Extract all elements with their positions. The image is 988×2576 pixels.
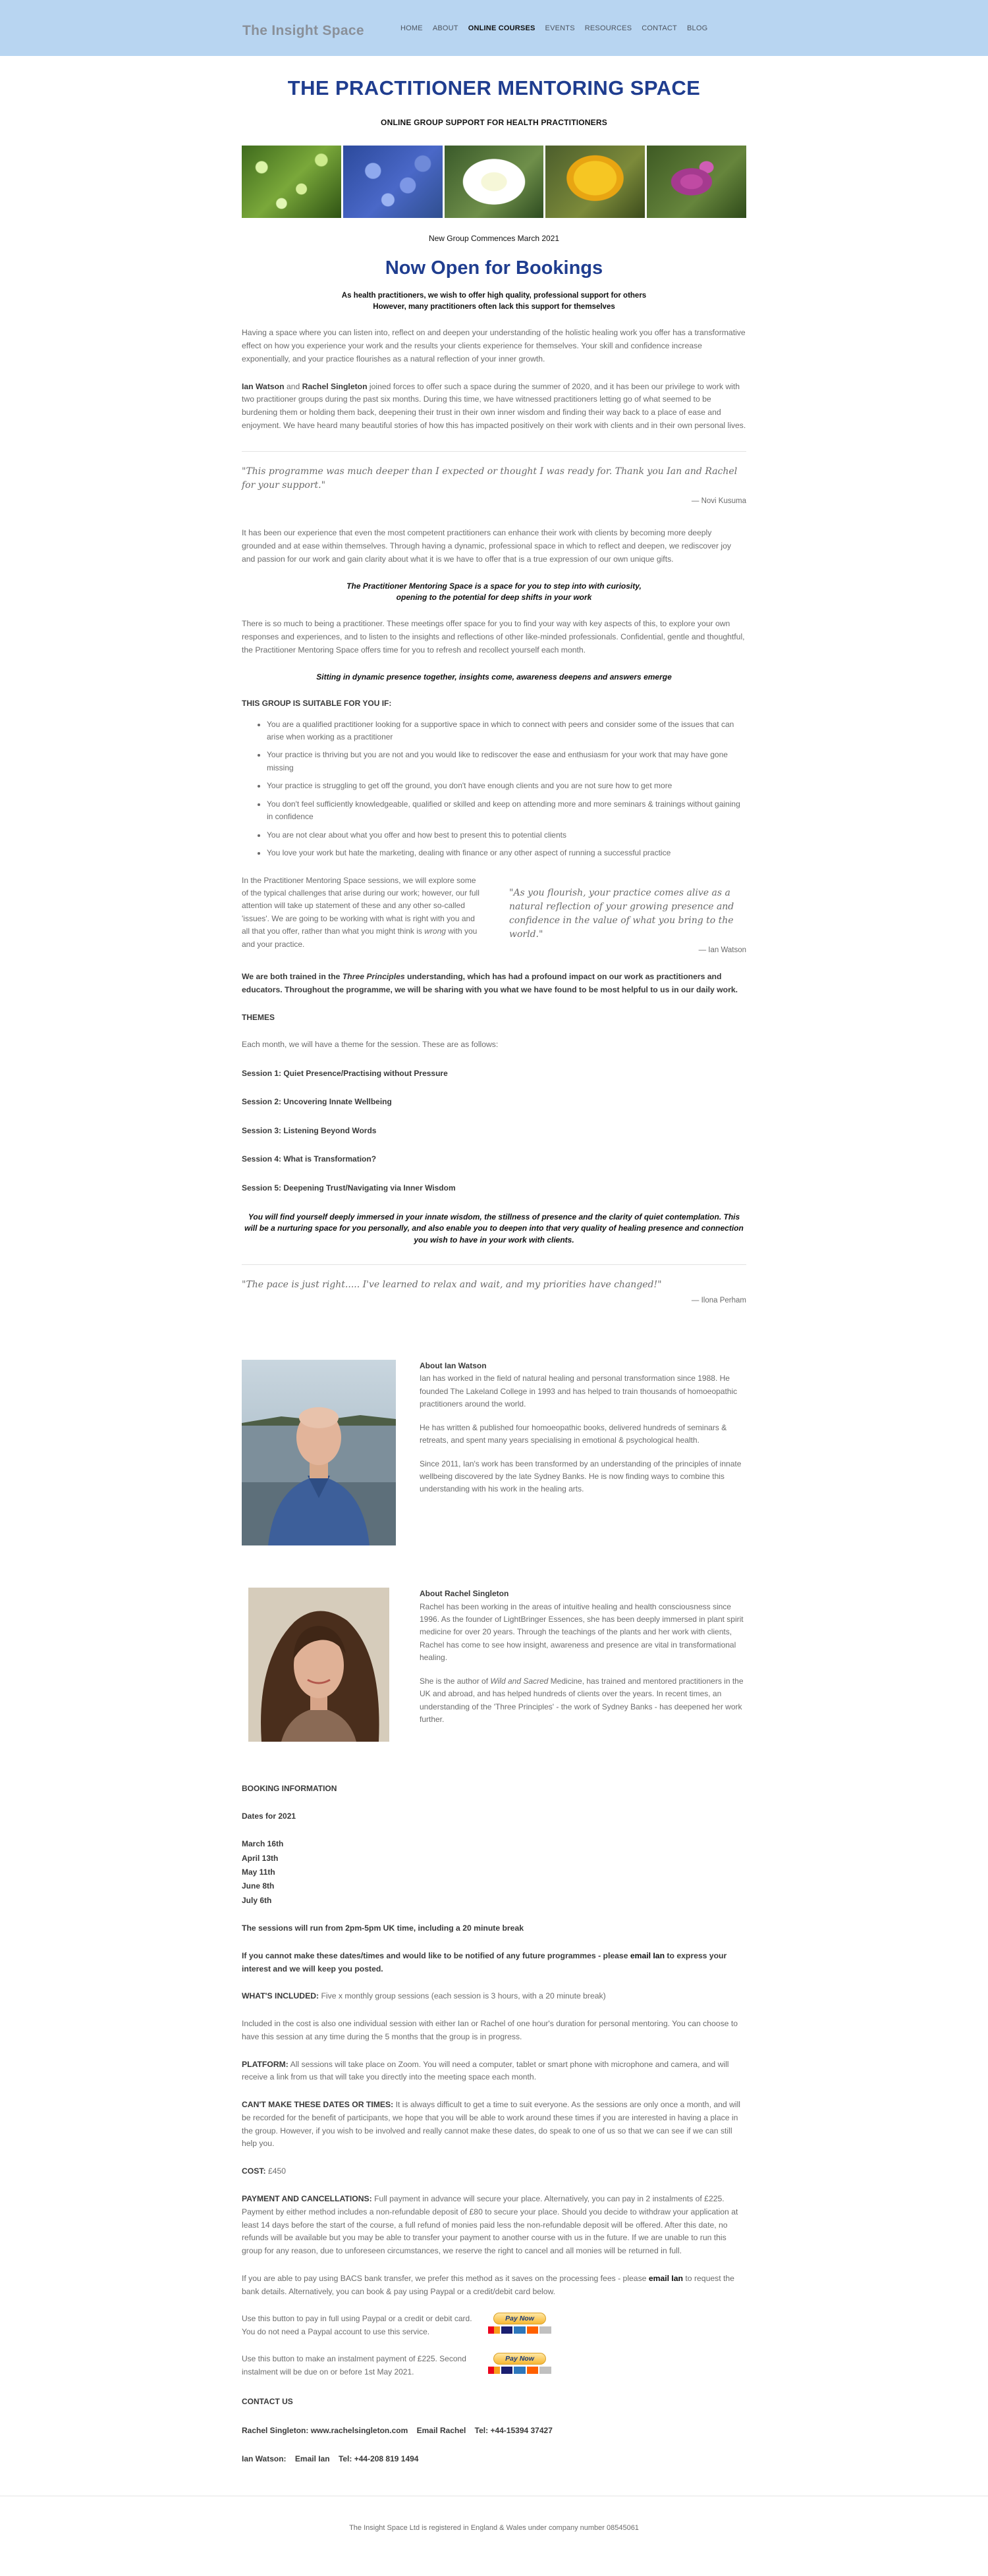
- main-content: [242, 72, 746, 2465]
- footer-text: The Insight Space Ltd is registered in England & Wales under company number 08545061: [349, 2524, 639, 2533]
- ian-label: Ian Watson:: [242, 2454, 287, 2463]
- card-logos-icon: [488, 2367, 551, 2374]
- contact-heading: CONTACT US: [242, 2397, 293, 2407]
- rachel-portrait: [242, 1588, 396, 1746]
- rachel-bio-p2: [420, 1675, 746, 1727]
- explore-text-a: In the Practitioner Mentoring Space sessions, we will explore some of the typical challenges that arise during our work; however, our full attention will take up statement of these and any other so-called 'issues'. We are going to be working with what is right with you and all that you offer, rather than what you might think is: [242, 875, 480, 936]
- testimonial-author: — Novi Kusuma: [691, 496, 746, 505]
- list-item: • You are a qualified practitioner looking for a supportive space in which to connect with peers and consider some of the issues that can arise when working as a practitioner: [267, 718, 746, 744]
- platform-text: All sessions will take place on Zoom. You will need a computer, tablet or smart phone with microphone and camera, and will receive a link from us that will take you directly into the meeting space each month.: [242, 2059, 729, 2082]
- pay-instalment-row: [242, 2353, 746, 2378]
- trained-text-b: understanding, which has had a profound impact on our work as practitioners and educators. Throughout the programme, we will be sharing with you what we have found to be most helpful to us in our daily work.: [242, 972, 738, 994]
- pay-instalment-text: Use this button to make an instalment payment of £225. Second instalment will be due on or before 1st May 2021.: [242, 2354, 466, 2376]
- rachel-bio-p2-a: She is the author of: [420, 1676, 491, 1686]
- testimonial-quote: "The pace is just right..... I've learned to relax and wait, and my priorities have changed!": [242, 1279, 662, 1291]
- list-item: • You are not clear about what you offer and how best to present this to potential clients: [267, 829, 746, 842]
- contact-ian: [242, 2453, 746, 2465]
- rachel-label: Rachel Singleton:: [242, 2425, 309, 2435]
- ian-photo-icon: [242, 1360, 396, 1545]
- date-item: March 16th: [242, 1839, 284, 1849]
- payment-paragraph: [242, 2193, 746, 2258]
- themes-intro: Each month, we will have a theme for the session. These are as follows:: [242, 1040, 499, 1050]
- payment-text: Full payment in advance will secure your place. Alternatively, you can pay in 2 instalments of £225. Payment by either method includes a non-refundable deposit of £80 to secure your place. Should you decide to withdraw your application at least 14 days before the start of the course, a full refund of monies paid less the non-refundable deposit will be offered. After this date, no refunds will be available but you may be able to transfer your payment to another course with us in the future. If we are unable to run this group for any reason, due to unforeseen circumstances, we reserve the right to cancel and all monies will be returned in full.: [242, 2194, 738, 2256]
- card-logos-icon: [488, 2326, 551, 2334]
- cost-value: £450: [265, 2166, 287, 2176]
- name-ian: Ian Watson: [242, 381, 285, 391]
- included-paragraph: [242, 1990, 746, 2003]
- explore-text-b: with you and your practice.: [242, 926, 478, 949]
- session-item: Session 2: Uncovering Innate Wellbeing: [242, 1097, 392, 1107]
- callout-line-1: The Practitioner Mentoring Space is a space for you to step into with curiosity,: [346, 581, 642, 591]
- email-ian-link[interactable]: email Ian: [630, 1950, 665, 1960]
- ian-phone: Tel: +44-208 819 1494: [338, 2454, 419, 2463]
- session-item: Session 5: Deepening Trust/Navigating via Inner Wisdom: [242, 1183, 456, 1193]
- session-item: Session 4: What is Transformation?: [242, 1154, 377, 1164]
- nav-resources[interactable]: RESOURCES: [584, 24, 632, 32]
- rachel-bio-heading: About Rachel Singleton: [420, 1589, 509, 1599]
- testimonial-author: — Ian Watson: [698, 946, 746, 954]
- platform-paragraph: [242, 2058, 746, 2085]
- nav-contact[interactable]: CONTACT: [642, 24, 677, 32]
- email-rachel-link[interactable]: Email Rachel: [416, 2425, 466, 2435]
- date-item: July 6th: [242, 1895, 272, 1905]
- list-item: • You don't feel sufficiently knowledgeable, qualified or skilled and keep on attending more and more seminars & trainings without gaining in confidence: [267, 798, 746, 824]
- bacs-text-b: to request the bank details. Alternatively, you can book & pay using Paypal or a credit/debit card below.: [242, 2273, 734, 2296]
- lead-text: [242, 290, 746, 312]
- dates-list: [242, 1837, 746, 1908]
- site-header: [0, 0, 988, 56]
- list-item: • Your practice is thriving but you are not and you would like to rediscover the ease and enthusiasm for your work that may have gone missing: [267, 749, 746, 774]
- pay-full-text: Use this button to pay in full using Paypal or a credit or debit card. You do not need a Paypal account to use this service.: [242, 2314, 472, 2336]
- lead-line-1: As health practitioners, we wish to offer high quality, professional support for others: [341, 292, 647, 300]
- included-text: Five x monthly group sessions (each session is 3 hours, with a 20 minute break): [319, 1991, 606, 2001]
- rachel-website-link[interactable]: www.rachelsingleton.com: [310, 2425, 408, 2435]
- bio-ian: [242, 1360, 746, 1549]
- site-title[interactable]: The Insight Space: [242, 23, 364, 38]
- notify-text-b: to express your interest and we will keep you posted.: [242, 1950, 727, 1973]
- email-ian-contact-link[interactable]: Email Ian: [294, 2454, 330, 2463]
- flower-image-yellow: [545, 146, 645, 218]
- cant-make-text: It is always difficult to get a time to suit everyone. As the sessions are only once a month, and will be recorded for the benefit of participants, we hope that you will be able to work around these times if you are interested in having a place in the group. However, if you wish to be involved and really cannot make these dates, do speak to one of us so that we can see if we can still help you.: [242, 2100, 740, 2149]
- list-item: • You love your work but hate the marketing, dealing with finance or any other aspect of running a successful practice: [267, 847, 746, 859]
- name-rachel: Rachel Singleton: [302, 381, 368, 391]
- contact-rachel: [242, 2425, 746, 2437]
- cant-make-paragraph: [242, 2099, 746, 2151]
- email-ian-bacs-link[interactable]: email Ian: [648, 2273, 684, 2283]
- page-title: THE PRACTITIONER MENTORING SPACE: [287, 76, 701, 99]
- rachel-bio-p1: Rachel has been working in the areas of intuitive healing and health consciousness since 1996. As the founder of LightBringer Essences, she has been deeply immersed in plant spirit medicine for over 20 years. Through the teachings of the plants and her work with clients, Rachel has come to see how insight, awareness and presence are vital in transformational healing.: [420, 1601, 744, 1663]
- flower-image-green: [242, 146, 341, 218]
- bacs-text-a: If you are able to pay using BACS bank transfer, we prefer this method as it saves on the processing fees - please: [242, 2273, 649, 2283]
- payment-label: PAYMENT AND CANCELLATIONS:: [242, 2194, 372, 2203]
- cost-label: COST:: [242, 2166, 266, 2176]
- page-subtitle: ONLINE GROUP SUPPORT FOR HEALTH PRACTITIONERS: [381, 118, 607, 128]
- paypal-pay-instalment-button[interactable]: [488, 2353, 551, 2374]
- notify-paragraph: [242, 1950, 746, 1976]
- session-times: The sessions will run from 2pm-5pm UK time, including a 20 minute break: [242, 1923, 524, 1933]
- cost-paragraph: [242, 2165, 746, 2178]
- lead-line-2: However, many practitioners often lack this support for themselves: [373, 302, 615, 311]
- session-item: Session 1: Quiet Presence/Practising without Pressure: [242, 1068, 448, 1078]
- paypal-pay-now-icon[interactable]: Pay Now: [493, 2313, 546, 2324]
- paypal-pay-now-icon[interactable]: Pay Now: [493, 2353, 546, 2365]
- callout-immersed: You will find yourself deeply immersed in your innate wisdom, the stillness of presence and the clarity of quiet contemplation. This will be a nurturing space for you personally, and also enable you to deepen into that very quality of healing presence and connection you wish to have in your work with clients.: [244, 1212, 744, 1245]
- trained-text-a: We are both trained in the: [242, 972, 343, 982]
- callout-line-2: opening to the potential for deep shifts in your work: [396, 593, 592, 603]
- nav-blog[interactable]: BLOG: [686, 24, 708, 32]
- date-item: April 13th: [242, 1853, 279, 1863]
- testimonial-3: [242, 1264, 746, 1307]
- nav-online-courses[interactable]: ONLINE COURSES: [468, 24, 535, 32]
- testimonial-1: [242, 451, 746, 508]
- suitable-heading: THIS GROUP IS SUITABLE FOR YOU IF:: [242, 699, 392, 709]
- site-footer: [0, 2496, 988, 2575]
- founders-paragraph: [242, 381, 746, 433]
- bio-rachel: [242, 1588, 746, 1746]
- founders-text: joined forces to offer such a space during the summer of 2020, and it has been our privilege to work with two practitioner groups during the past six months. During this time, we have witnessed practitioners letting go of what seemed to be burdening them or holding them back, deepening their trust in their own inner wisdom and finding their way back to a place of ease and enjoyment. We have heard many beautiful stories of how this has impacted positively on their work with clients and in their own personal lives.: [242, 381, 746, 430]
- testimonial-2: [509, 874, 746, 957]
- ian-bio-heading: About Ian Watson: [420, 1360, 487, 1370]
- trained-emphasis: Three Principles: [342, 972, 405, 982]
- practitioner-paragraph: There is so much to being a practitioner. These meetings offer space for you to find your way with key aspects of this, to explore your own responses and experiences, and to listen to the insights and reflections of other like-minded professionals. Confidential, gentle and thoughtful, the Practitioner Mentoring Space offers time for you to refresh and recollect yourself each month.: [242, 619, 745, 655]
- callout-step-in: [242, 581, 746, 604]
- commences-text: New Group Commences March 2021: [428, 233, 560, 243]
- nav-about[interactable]: ABOUT: [432, 24, 458, 32]
- suitable-list: [242, 718, 746, 860]
- ian-bio-p2: He has written & published four homoeopathic books, delivered hundreds of seminars & retreats, and spent many years specialising in emotional & psychological health.: [420, 1422, 727, 1445]
- session-item: Session 3: Listening Beyond Words: [242, 1125, 377, 1135]
- ian-portrait: [242, 1360, 396, 1549]
- booking-heading: BOOKING INFORMATION: [242, 1784, 337, 1794]
- booking-section: [242, 1783, 746, 2378]
- trained-paragraph: [242, 971, 746, 997]
- callout-presence: Sitting in dynamic presence together, insights come, awareness deepens and answers emerge: [316, 672, 672, 682]
- experience-paragraph: It has been our experience that even the most competent practitioners can enhance their work with clients by becoming more deeply grounded and at ease within themselves. Through having a dynamic, professional space in which to reflect and deepen, we rediscover joy and passion for our work and gain clarity about what it is we have to offer that is a true expression of our own unique gifts.: [242, 528, 731, 564]
- flower-image-purple: [647, 146, 746, 218]
- included-label: WHAT'S INCLUDED:: [242, 1991, 319, 2001]
- flower-image-white: [445, 146, 544, 218]
- flower-banner: [242, 146, 746, 218]
- explore-emphasis: wrong: [424, 926, 446, 936]
- date-item: June 8th: [242, 1881, 275, 1891]
- ian-bio-p3: Since 2011, Ian's work has been transformed by an understanding of the principles of innate wellbeing discovered by the late Sydney Banks. He is now finding ways to combine this understanding with his work in the healing arts.: [420, 1459, 742, 1494]
- date-item: May 11th: [242, 1867, 275, 1877]
- ian-bio-text: [420, 1360, 746, 1549]
- nav-home[interactable]: HOME: [400, 24, 423, 32]
- rachel-book-title: Wild and Sacred: [490, 1676, 549, 1686]
- testimonial-quote: "This programme was much deeper than I expected or thought I was ready for. Thank you Ian and Rachel for your support.": [242, 466, 738, 491]
- cant-make-label: CAN'T MAKE THESE DATES OR TIMES:: [242, 2100, 394, 2110]
- notify-text-a: If you cannot make these dates/times and would like to be notified of any future programmes - please: [242, 1950, 630, 1960]
- list-item: • Your practice is struggling to get off the ground, you don't have enough clients and you are not sure how to get more: [267, 780, 746, 792]
- contact-section: [242, 2396, 746, 2465]
- rachel-bio-p2-b: Medicine, has trained and mentored practitioners in the UK and abroad, and has helped hundreds of clients over the years. In recent times, an understanding of the 'Three Principles' - the work of Sydney Banks - has deepened her work further.: [420, 1676, 744, 1725]
- open-heading: Now Open for Bookings: [385, 257, 603, 279]
- main-nav: [400, 23, 707, 35]
- explore-section: [242, 874, 746, 957]
- explore-text: [242, 874, 483, 957]
- platform-label: PLATFORM:: [242, 2059, 288, 2069]
- flower-image-blue: [343, 146, 443, 218]
- ian-bio-p1: Ian has worked in the field of natural healing and personal transformation since 1988. He founded The Lakeland College in 1993 and has helped to train thousands of homoeopathic practitioners around the world.: [420, 1374, 738, 1409]
- paypal-pay-full-button[interactable]: [488, 2313, 551, 2334]
- testimonial-author: — Ilona Perham: [691, 1297, 746, 1305]
- themes-heading: THEMES: [242, 1012, 275, 1022]
- rachel-photo-icon: [242, 1588, 396, 1742]
- intro-paragraph: Having a space where you can listen into, reflect on and deepen your understanding of the holistic healing work you offer has a transformative effect on how you experience your work and the results your clients experience for themselves. Your skill and confidence increase exponentially, and your practice flourishes as a natural reflection of your inner growth.: [242, 328, 746, 363]
- testimonial-quote: "As you flourish, your practice comes alive as a natural reflection of your growing presence and confidence in the value of what you bring to the world.": [509, 887, 734, 940]
- rachel-bio-text: [420, 1588, 746, 1746]
- dates-heading: Dates for 2021: [242, 1811, 296, 1821]
- pay-full-row: [242, 2313, 746, 2338]
- bacs-paragraph: [242, 2272, 746, 2299]
- individual-paragraph: Included in the cost is also one individual session with either Ian or Rachel of one hour's duration for personal mentoring. You can choose to have this session at any time during the 5 months that the group is in progress.: [242, 2019, 738, 2041]
- rachel-phone: Tel: +44-15394 37427: [474, 2425, 553, 2435]
- and-text: and: [284, 381, 302, 391]
- nav-events[interactable]: EVENTS: [545, 24, 575, 32]
